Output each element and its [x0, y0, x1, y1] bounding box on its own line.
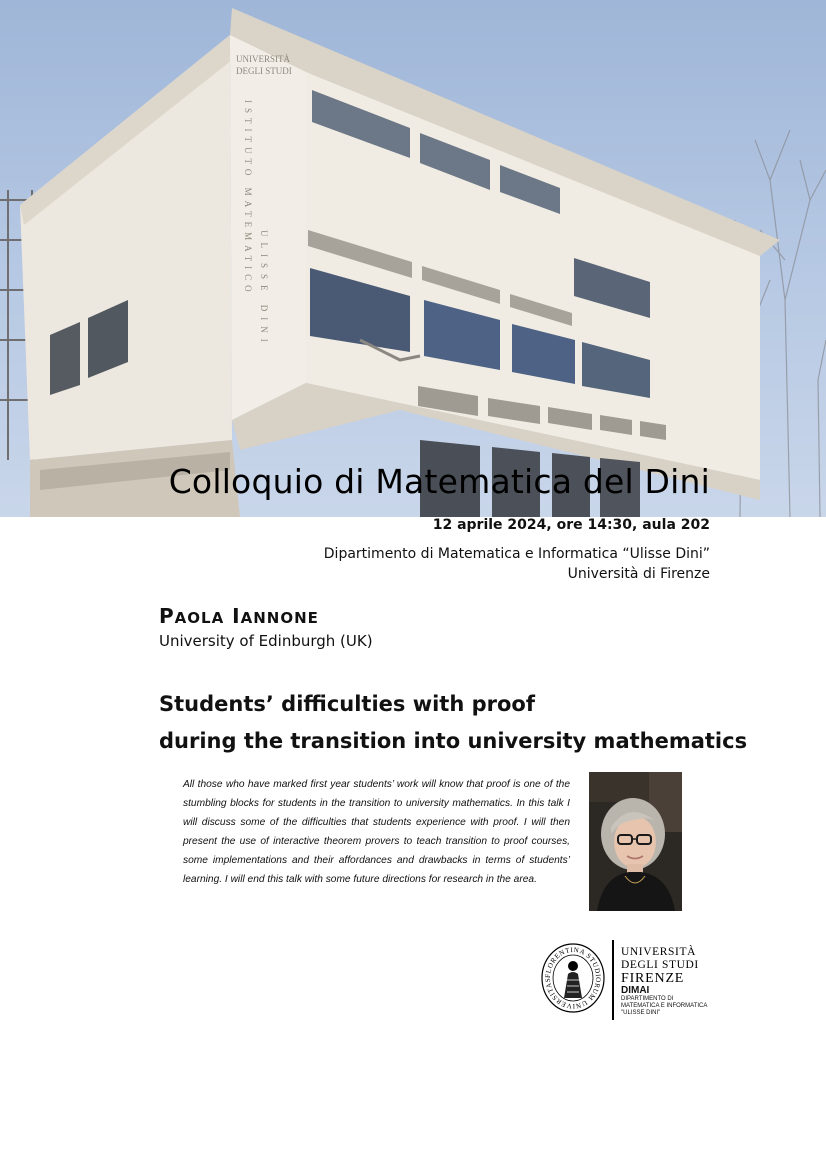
dimai-sub-line3: "ULISSE DINI"	[621, 1010, 661, 1016]
university-name: Università di Firenze	[567, 566, 710, 582]
building-sign-university: UNIVERSITÀ	[236, 54, 290, 64]
speaker-first-rest: AOLA	[174, 609, 225, 627]
dimai-acronym: DIMAI	[621, 985, 650, 996]
university-wordmark	[621, 946, 699, 987]
speaker-portrait-photo	[589, 772, 682, 911]
speaker-first-initial: P	[159, 604, 175, 628]
building-illustration	[0, 0, 826, 517]
building-sign-istituto: ISTITUTO MATEMATICO	[243, 100, 253, 297]
dimai-sub-line1: DIPARTIMENTO DI	[621, 996, 674, 1002]
page-title: Colloquio di Matematica del Dini	[168, 462, 710, 501]
speaker-affiliation: University of Edinburgh (UK)	[159, 632, 373, 650]
seal-text: FLORENTINA STUDIORUM UNIVERSITAS	[543, 945, 603, 1011]
event-venue	[324, 544, 710, 584]
wordmark-universita: UNIVERSITÀ	[621, 946, 696, 958]
header-building-photo	[0, 0, 826, 517]
portrait-illustration	[589, 772, 682, 911]
talk-abstract: All those who have marked first year students’ work will know that proof is one of the stumbling blocks for students in the transition to university mathematics. In this talk I will discuss some of the difficulties that students experience with proof. I will then present the use of interactive theorem provers to teach transition to proof courses, some implementations and their affordances and drawbacks in terms of students’ learning. I will end this talk with some future directions for research in the area.	[183, 779, 570, 885]
building-sign-ulisse-dini: ULISSE DINI	[259, 230, 269, 348]
dimai-wordmark	[621, 985, 707, 1017]
dimai-sub-line2: MATEMATICA E INFORMATICA	[621, 1003, 708, 1009]
department-name: Dipartimento di Matematica e Informatica “Ulisse Dini”	[323, 546, 710, 562]
building-sign-degli-studi: DEGLI STUDI	[236, 66, 292, 76]
wordmark-degli-studi: DEGLI STUDI	[621, 958, 699, 971]
speaker-last-initial: I	[232, 604, 241, 628]
university-seal-icon	[540, 940, 606, 1014]
event-date: 12 aprile 2024, ore 14:30, aula 202	[432, 517, 710, 533]
talk-title-line1: Students’ difficulties with proof	[159, 692, 535, 716]
talk-title-line2: during the transition into university mathematics	[159, 729, 748, 753]
logo-divider	[612, 940, 614, 1020]
speaker-last-rest: ANNONE	[240, 609, 319, 627]
speaker-name	[159, 604, 319, 628]
wordmark-firenze: FIRENZE	[621, 971, 685, 986]
talk-title	[159, 686, 747, 760]
